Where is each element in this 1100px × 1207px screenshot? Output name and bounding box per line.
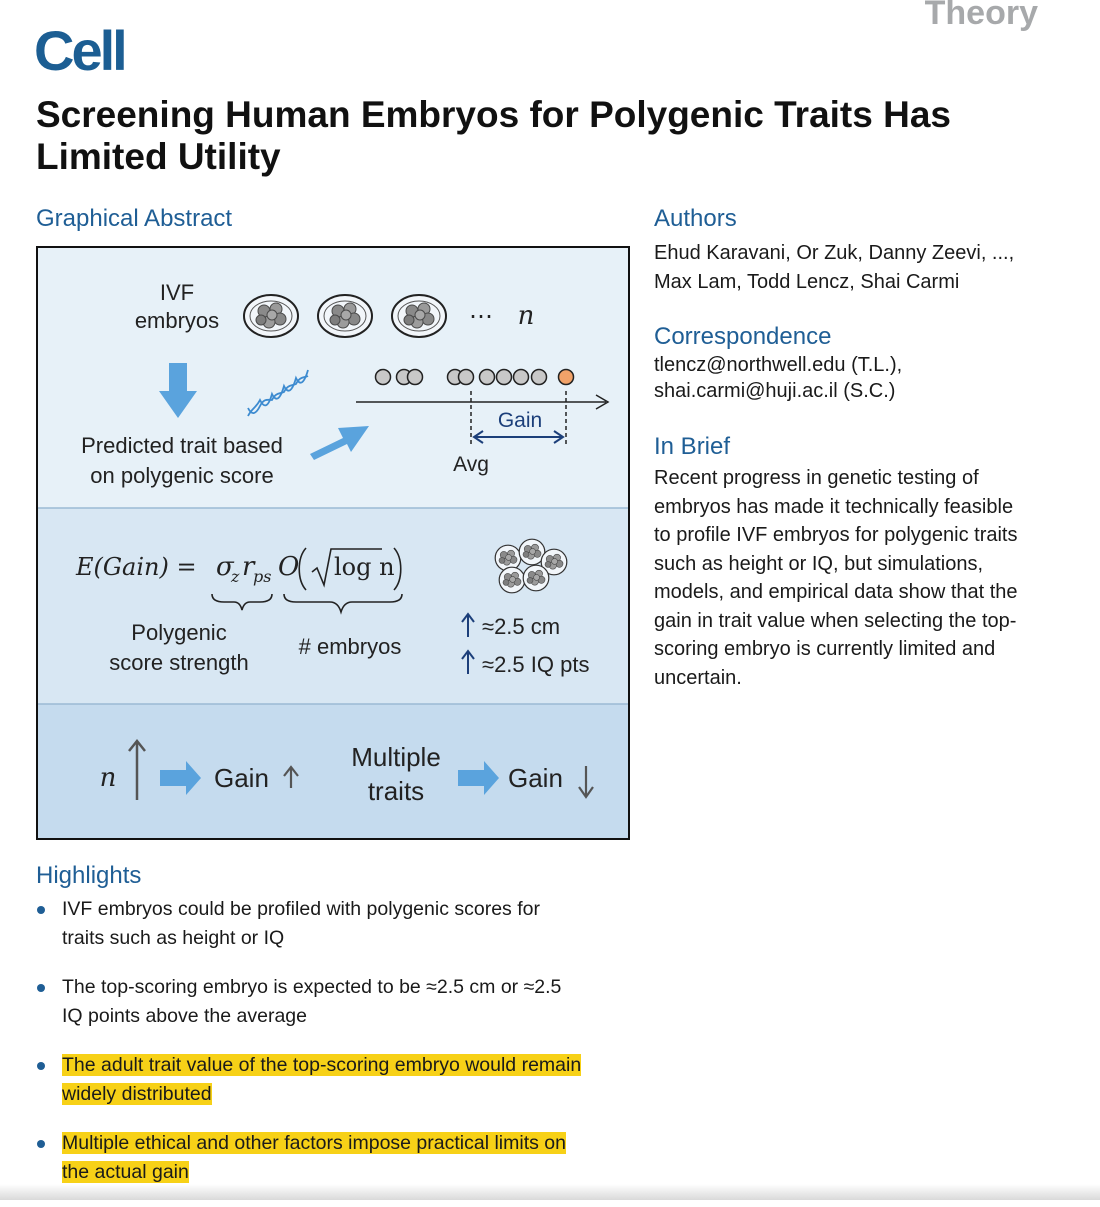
embryo-icon	[318, 295, 372, 337]
highlighted-text: widely distributed	[62, 1082, 212, 1105]
authors-line2: Max Lam, Todd Lencz, Shai Carmi	[654, 270, 960, 293]
highlights-heading: Highlights	[36, 862, 142, 889]
in-brief-line: uncertain.	[654, 666, 742, 689]
formula-log-n: log n	[334, 553, 395, 581]
highlight-item	[36, 973, 636, 1030]
height-gain: ≈2.5 cm	[482, 614, 561, 639]
highlighted-text: The adult trait value of the top-scoring embryo would remain	[62, 1054, 582, 1076]
predicted-trait-line2: on polygenic score	[90, 463, 274, 488]
embryos-label: embryos	[134, 308, 220, 333]
bullet-icon	[37, 906, 45, 914]
ellipsis: ⋯	[469, 303, 493, 330]
page-edge-shadow	[0, 1184, 1100, 1200]
correspondence-email-2[interactable]: shai.carmi@huji.ac.il (S.C.)	[654, 380, 896, 402]
highlight-line: traits such as height or IQ	[62, 926, 285, 949]
in-brief-line: such as height or IQ, but simulations,	[654, 552, 984, 575]
formula-big-o: O	[278, 552, 300, 582]
embryo-icon	[244, 295, 298, 337]
highlight-line: IVF embryos could be profiled with polygenic scores for	[62, 898, 540, 920]
predicted-trait-line1: Predicted trait based	[81, 433, 283, 458]
article-title: Screening Human Embryos for Polygenic Traits Has Limited Utility	[36, 94, 951, 177]
n-variable: n	[517, 301, 535, 331]
authors-section	[654, 205, 1074, 296]
bottom-gain-1: Gain	[214, 763, 269, 793]
bullet-icon	[37, 1140, 45, 1148]
highlight-item	[36, 1129, 636, 1186]
correspondence-section	[654, 323, 1074, 404]
bullet-icon	[37, 984, 45, 992]
iq-gain: ≈2.5 IQ pts	[482, 652, 590, 677]
highlighted-text: Multiple ethical and other factors impose practical limits on	[62, 1132, 566, 1154]
graphical-abstract-heading: Graphical Abstract	[36, 205, 233, 232]
correspondence-email-1[interactable]: tlencz@northwell.edu (T.L.),	[654, 354, 903, 376]
formula-sigma: σ	[216, 552, 234, 582]
formula-sigma-sub: z	[231, 567, 240, 586]
avg-label: Avg	[453, 453, 489, 476]
article-type-label: Theory	[924, 0, 1038, 32]
multiple-traits-line2: traits	[367, 776, 425, 806]
polygenic-label-line1: Polygenic	[131, 620, 227, 645]
in-brief-line: gain in trait value when selecting the top-	[654, 609, 1017, 632]
highlight-item	[36, 1051, 636, 1108]
highlighted-text: the actual gain	[62, 1160, 189, 1183]
embryo-icon	[392, 295, 446, 337]
bottom-n-variable: n	[99, 763, 117, 793]
polygenic-label-line2: score strength	[109, 650, 249, 675]
bullet-icon	[37, 1062, 45, 1070]
embryos-count-label: # embryos	[298, 634, 402, 659]
correspondence-heading: Correspondence	[654, 323, 832, 350]
journal-logo: Cell	[34, 19, 125, 82]
in-brief-heading: In Brief	[654, 433, 731, 460]
in-brief-line: Recent progress in genetic testing of	[654, 467, 979, 489]
ivf-label: IVF	[159, 280, 195, 305]
formula-r: r	[242, 552, 255, 582]
authors-line1: Ehud Karavani, Or Zuk, Danny Zeevi, ...,	[654, 242, 1015, 264]
highlight-line: The top-scoring embryo is expected to be ≈2.5 cm or ≈2.5	[62, 976, 562, 998]
in-brief-section	[654, 433, 1074, 692]
in-brief-line: scoring embryo is currently limited and	[654, 638, 996, 660]
in-brief-line: embryos has made it technically feasible	[654, 495, 1014, 518]
in-brief-line: to profile IVF embryos for polygenic traits	[654, 524, 1018, 546]
multiple-traits-line1: Multiple	[351, 742, 441, 772]
bottom-gain-2: Gain	[508, 763, 563, 793]
graphical-abstract-figure	[36, 246, 630, 840]
in-brief-line: models, and empirical data show that the	[654, 581, 1018, 603]
gain-label: Gain	[497, 409, 543, 432]
highlights-list	[36, 895, 636, 1207]
highlight-line: IQ points above the average	[62, 1004, 307, 1027]
highlight-item	[36, 895, 636, 952]
formula-lhs: E(Gain) =	[76, 553, 197, 581]
authors-heading: Authors	[654, 205, 737, 232]
formula-r-sub: ps	[253, 567, 272, 586]
